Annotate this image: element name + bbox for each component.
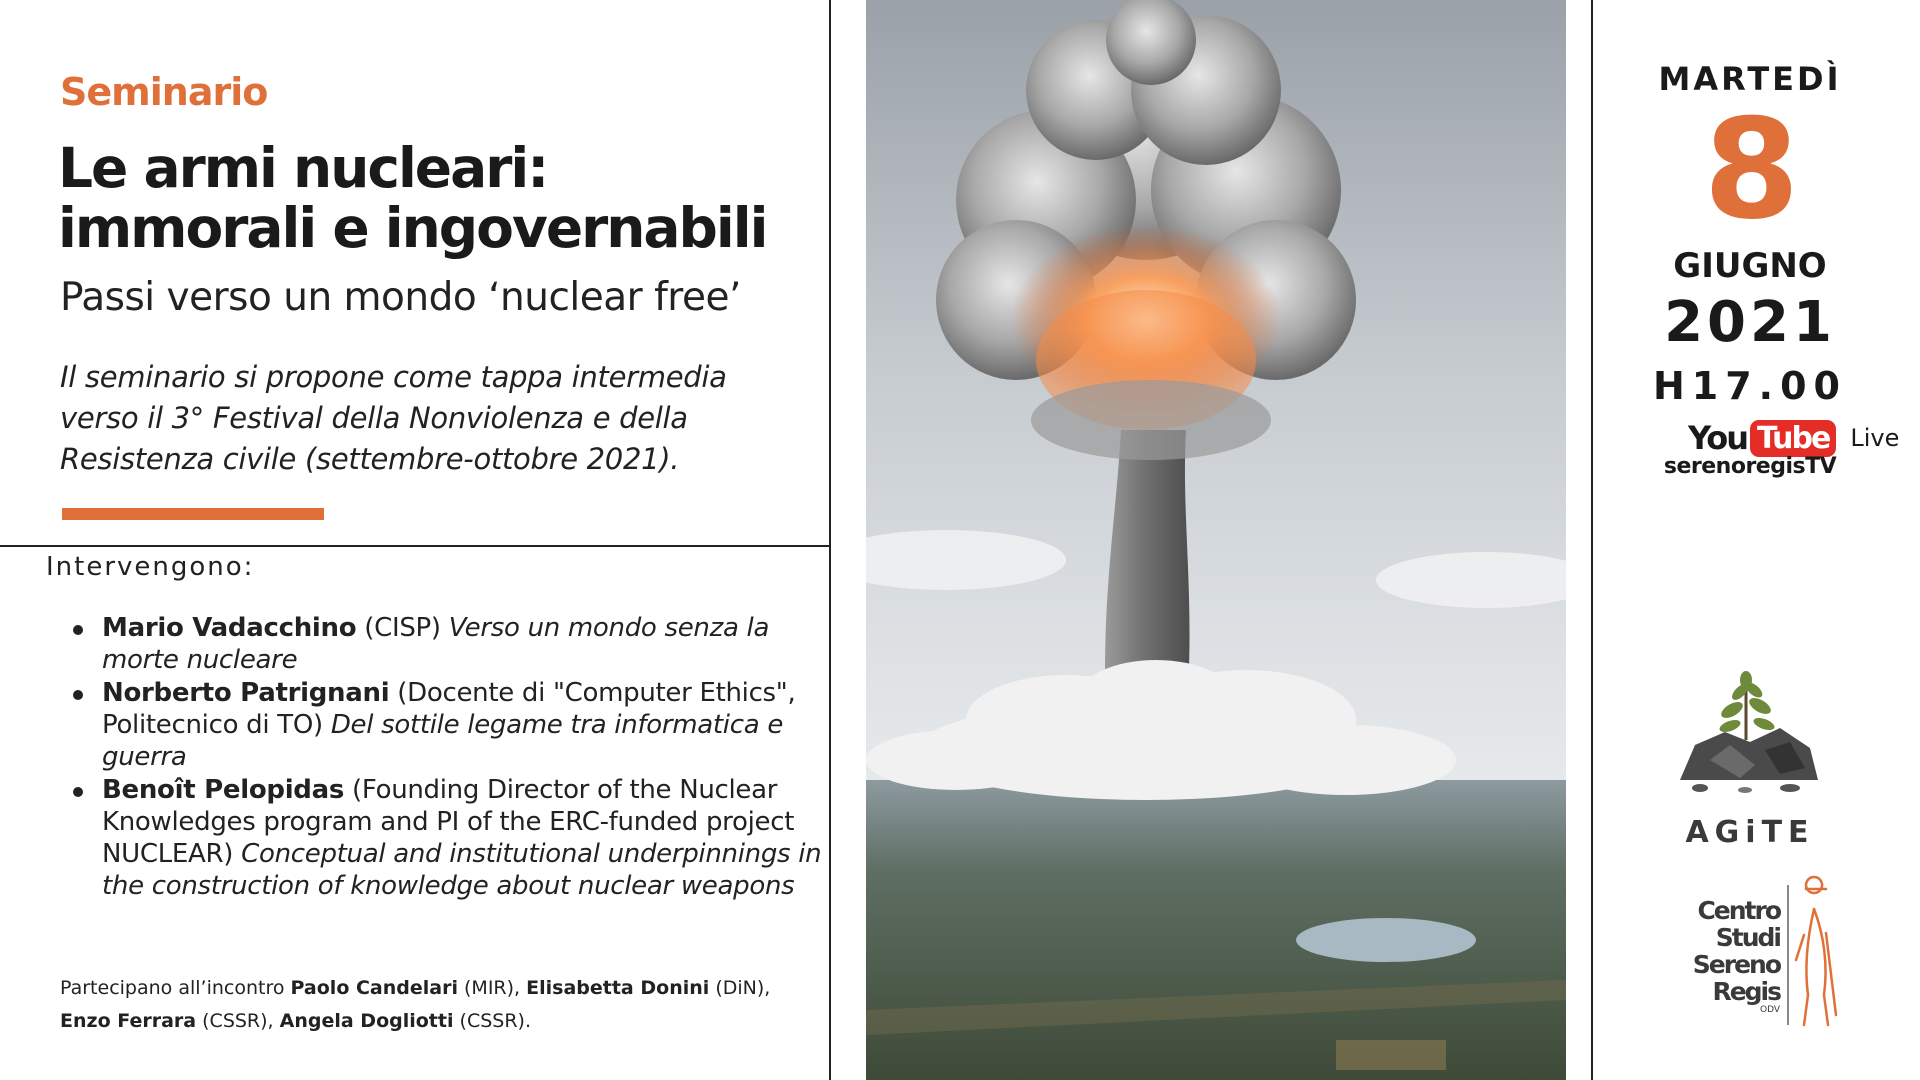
speaker-item [70, 612, 830, 676]
participant-name: Enzo Ferrara [60, 1010, 197, 1032]
divider-right [1591, 0, 1593, 1080]
speaker-talk: Del sottile legame tra informatica e guerra [102, 710, 784, 772]
event-year: 2021 [1664, 290, 1836, 355]
speaker-talk: Verso un mondo senza la morte nucleare [102, 613, 770, 675]
speaker-affiliation: (Docente di "Computer Ethics", Politecnico di TO) [102, 678, 796, 740]
agite-logo-icon [1670, 670, 1825, 800]
event-month: GIUGNO [1673, 246, 1827, 286]
speaker-affiliation: (CISP) [356, 613, 449, 643]
channel-name: serenoregisTV [1663, 454, 1837, 479]
event-time: H17.00 [1653, 364, 1847, 408]
speaker-item [70, 677, 830, 773]
speaker-talk: Conceptual and institutional underpinnings in the construction of knowledge about nuclear weapons [102, 839, 822, 901]
walking-figure-icon [1786, 875, 1846, 1035]
live-label: Live [1850, 424, 1900, 452]
participants-prefix: Partecipano all’incontro [60, 977, 291, 999]
title-line-1: Le armi nucleari: [58, 136, 548, 200]
title-line-2: immorali e ingovernabili [58, 196, 767, 260]
participant-org: (CSSR), [196, 1010, 280, 1032]
csr-line: Sereno [1692, 950, 1780, 979]
participant-name: Elisabetta Donini [526, 977, 710, 999]
csr-line: Regis [1712, 977, 1780, 1006]
speaker-affiliation: (Founding Director of the Nuclear Knowledges program and PI of the ERC-funded project NUCLEAR) [102, 775, 795, 869]
divider-horizontal [0, 545, 830, 547]
intro-text: Il seminario si propone come tappa intermedia verso il 3° Festival della Nonviolenza e della Resistenza civile (settembre-ottobre 2021). [60, 360, 727, 476]
speaker-item [70, 774, 830, 902]
mushroom-cloud-photo [866, 0, 1566, 1080]
participant-org: (MIR), [457, 977, 527, 999]
csr-line: Centro [1697, 896, 1780, 925]
speakers-heading: Intervengono: [46, 552, 255, 582]
event-kicker: Seminario [60, 70, 268, 114]
page-subtitle: Passi verso un mondo ‘nuclear free’ [60, 275, 741, 320]
participant-name: Paolo Candelari [290, 977, 458, 999]
participant-org: (CSSR). [453, 1010, 531, 1032]
event-day: 8 [1703, 89, 1797, 250]
event-weekday: MARTEDÌ [1658, 60, 1842, 98]
participant-name: Angela Dogliotti [279, 1010, 454, 1032]
csr-odv-label: ODV [1759, 1005, 1780, 1015]
centro-studi-logo [1668, 875, 1848, 1035]
youtube-logo-you: You [1688, 419, 1747, 457]
agite-logo-text: AGiTE [1685, 815, 1815, 850]
youtube-logo-tube: Tube [1750, 420, 1836, 457]
page-title [58, 138, 766, 258]
speakers-list [70, 612, 830, 903]
divider-left [829, 0, 831, 1080]
csr-line: Studi [1715, 923, 1780, 952]
speaker-name: Mario Vadacchino [102, 613, 357, 643]
centro-studi-wordmark [1668, 897, 1780, 1015]
speaker-name: Norberto Patrignani [102, 678, 390, 708]
participants-text [60, 972, 820, 1038]
participant-org: (DiN), [709, 977, 771, 999]
speaker-name: Benoît Pelopidas [102, 775, 345, 805]
accent-bar [62, 508, 324, 520]
